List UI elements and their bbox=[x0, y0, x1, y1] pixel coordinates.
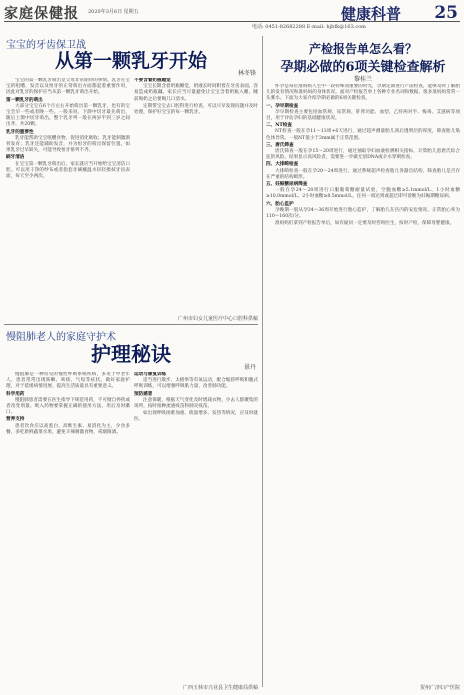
article1-col1 bbox=[6, 78, 130, 306]
contact-info: 电话: 0451-82682288 E-mail: hjbfk@163.com bbox=[252, 24, 366, 30]
article1-intro: 宝宝的第一颗乳牙萌出是父母非常期待的事情。乳牙在宝宝的咀嚼、发音以及恒牙的正常萌出方面都起着重要作用，因此对乳牙的保护应当从第一颗乳牙萌出开始。 bbox=[6, 78, 130, 96]
article2-sub1: 科学用药 bbox=[6, 391, 25, 397]
article1-source: 广州市妇女儿童医疗中心口腔科供稿 bbox=[177, 316, 258, 322]
article2-col2 bbox=[134, 372, 258, 682]
article3-para4: 大排畸检查一般在孕20～24周进行，通过系统超声检查胎儿各器官结构，筛查胎儿是否存在严重的结构畸形。 bbox=[266, 168, 460, 180]
article2-sub3: 运动与康复训练 bbox=[134, 372, 167, 377]
article3-para6: 孕晚期一般从孕34～36周开始进行胎心监护，了解胎儿在宫内的安危情况。正常胎心率为110～160次/分。 bbox=[266, 207, 460, 220]
article3-body bbox=[266, 84, 460, 674]
article3-para5: 一般在孕24～28周进行口服葡萄糖耐量试验，空腹血糖≥5.1mmol/L、1小时血糖≥10.0mmol/L、2小时血糖≥8.5mmol/L，任何一项达到或超过即可诊断为妊娠期糖尿病。 bbox=[266, 188, 460, 200]
article3-sub2: 二、NT检查 bbox=[266, 123, 292, 129]
article2-intro: 慢阻肺是一种常见的慢性呼吸系统疾病，多见于中老年人，患者常常出现咳嗽、咳痰、气短等症状。做好家庭护理，对于延缓病情进展、提高生活质量具有重要意义。 bbox=[6, 372, 130, 390]
masthead-rule bbox=[4, 21, 460, 22]
page-number: 25 bbox=[434, 3, 458, 23]
article2-sub2: 营养支持 bbox=[6, 417, 25, 423]
article1-col2 bbox=[134, 78, 258, 306]
article3-para1: 孕早期检查主要包括血常规、尿常规、肝肾功能、血型、乙肝两对半、梅毒、艾滋病等项目，用于评估孕妇的基础健康状况。 bbox=[266, 109, 460, 122]
column-divider bbox=[262, 36, 263, 687]
article1-sub2: 乳牙的重要性 bbox=[6, 129, 34, 135]
article2-kicker: 慢阻肺老人的家庭守护术 bbox=[6, 332, 116, 343]
article1-closing: 定期带宝宝去口腔科进行检查，可以尽早发现问题并及时处理，保护好宝宝的每一颗乳牙。 bbox=[134, 103, 258, 116]
article2-col1 bbox=[6, 372, 130, 682]
article1-sub3: 刷牙清洁 bbox=[6, 155, 25, 161]
article3-sub5: 五、妊娠糖尿病筛查 bbox=[266, 182, 308, 188]
article2-source: 广西玉林市兴业县卫生健康局供稿 bbox=[182, 685, 258, 691]
masthead bbox=[4, 3, 460, 33]
article1-headline: 从第一颗乳牙开始 bbox=[54, 50, 207, 72]
article3-sub3: 三、唐氏筛查 bbox=[266, 142, 294, 148]
article3-sub4: 四、大排畸检查 bbox=[266, 162, 299, 168]
article3-byline: 黎桂兰 bbox=[353, 76, 372, 83]
article3-closing: 准妈妈们拿到产检报告单后，如有疑问一定要及时咨询医生，按时产检，保障母婴健康。 bbox=[275, 221, 455, 227]
article1-para2: 乳牙能帮助宝宝咀嚼食物，促进消化吸收；乳牙能刺激颌骨发育；乳牙还能辅助发音，并为恒牙的萌出保留位置。如果乳牙过早缺失，可能导致恒牙排列不齐。 bbox=[6, 135, 130, 154]
column-name: 健康科普 bbox=[341, 5, 402, 23]
article3-headline: 孕期必做的6项关键检查解析 bbox=[280, 60, 446, 75]
issue-date: 2020年3月6日 星期五 bbox=[88, 9, 139, 15]
article3-sub1: 一、孕早期检查 bbox=[266, 103, 299, 109]
article3-intro: 怀孕是每位准妈妈人生中一段特殊而重要的时光，孕期定期进行产前检查，能够及时了解胎儿的发育情况和准妈妈的身体状况。面对产检报告单上各种专业名词和数据，很多准妈妈常常一头雾水。下面为大家介绍孕期必做的6项关键检查。 bbox=[266, 84, 460, 102]
article3-kicker: 产检报告单怎么看？ bbox=[308, 42, 417, 56]
article2-byline: 景丹 bbox=[243, 364, 256, 371]
article1-sub1: 第一颗乳牙的萌出 bbox=[6, 97, 43, 103]
article2-headline: 护理秘诀 bbox=[91, 342, 171, 366]
article3-para3: 唐氏筛查一般在孕15～20周进行，通过抽取孕妇血液检测相关指标，计算胎儿患唐氏综合征的风险。结果显示高风险者，需要进一步做无创DNA或羊水穿刺检查。 bbox=[266, 149, 460, 161]
article2-para1: 慢阻肺患者需要在医生指导下规范用药，不可擅自停药或者改变剂量。吸入药物要掌握正确的使用方法，用后及时漱口。 bbox=[6, 397, 130, 416]
article1-byline: 林冬锋 bbox=[237, 70, 256, 77]
article3-para2: NT检查一般在孕11～13周+6天进行，通过超声测量胎儿颈后透明层的厚度，筛查胎儿染色体异常。一般NT值小于3mm属于正常范围。 bbox=[266, 129, 460, 141]
article3-source: 贺州广济妇产医院 bbox=[419, 685, 460, 691]
article2-closing: 如出现呼吸困难加重、痰量增多、发热等情况，应及时就医。 bbox=[134, 411, 258, 423]
article2-para3: 适当进行散步、太极拳等有氧运动，配合缩唇呼吸和腹式呼吸训练，可以增强呼吸肌力量，改善肺功能。 bbox=[134, 378, 258, 390]
article1-para1: 大部分宝宝在6个月左右开始萌出第一颗乳牙，也有的宝宝会早一些或者晚一些。一般来说，下颌中切牙最先萌出，随后上颌中切牙萌出，整个乳牙列一般在两岁半到三岁之间出齐，共20颗。 bbox=[6, 103, 130, 128]
section-title: 家庭保健报 bbox=[4, 6, 79, 22]
article1-kicker: 宝宝的牙齿保卫战 bbox=[6, 40, 86, 51]
article3-sub6: 六、胎心监护 bbox=[266, 201, 294, 207]
article-divider bbox=[4, 324, 258, 325]
article1-para4: 宝宝长期含着奶瓶睡觉，奶液长时间附着在牙齿表面，容易造成奶瓶龋。家长应当尽量避免让宝宝含着奶瓶入睡，睡前喝奶之后要喝几口清水。 bbox=[134, 84, 258, 102]
article2-sub4: 预防感冒 bbox=[134, 391, 153, 397]
article2-para2: 患者饮食应以高蛋白、高维生素、易消化为主，少食多餐，多吃新鲜蔬菜水果，避免辛辣刺激食物，戒烟限酒。 bbox=[6, 423, 130, 435]
article2-para4: 注意保暖，根据天气变化及时增减衣物，少去人群聚集的场所，按时接种流感疫苗和肺炎疫苗。 bbox=[134, 397, 258, 410]
article1-para3: 在宝宝第一颗乳牙萌出后，家长就应当开始给宝宝清洁口腔。可以用干净的纱布或者指套牙刷蘸温水轻轻擦拭牙齿表面，每天至少两次。 bbox=[6, 161, 130, 180]
article1-sub4: 不要含着奶瓶睡觉 bbox=[134, 78, 171, 83]
